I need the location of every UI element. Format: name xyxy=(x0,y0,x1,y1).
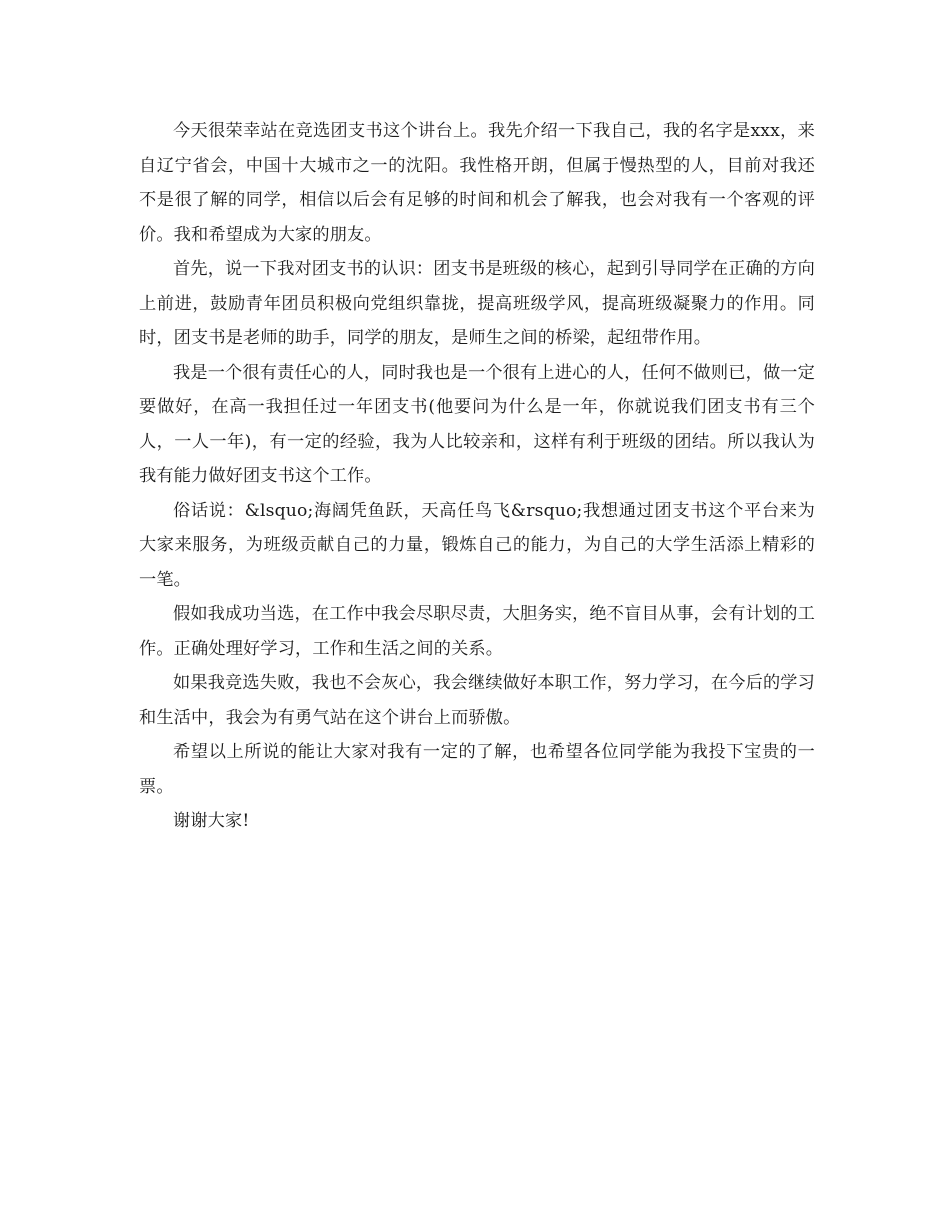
paragraph-motivation: 俗话说：&lsquo;海阔凭鱼跃，天高任鸟飞&rsquo;我想通过团支书这个平台来为大家来服务，为班级贡献自己的力量，锻炼自己的能力，为自己的大学生活添上精彩的一笔。 xyxy=(139,500,815,590)
paragraph-experience: 我是一个很有责任心的人，同时我也是一个很有上进心的人，任何不做则已，做一定要做好，在高一我担任过一年团支书(他要问为什么是一年，你就说我们团支书有三个人，一人一年)，有一定的经验，我为人比较亲和，这样有利于班级的团结。所以我认为我有能力做好团支书这个工作。 xyxy=(139,362,815,486)
paragraph-vote-request: 希望以上所说的能让大家对我有一定的了解，也希望各位同学能为我投下宝贵的一票。 xyxy=(139,742,815,797)
speech-body xyxy=(139,114,815,839)
paragraph-if-elected: 假如我成功当选，在工作中我会尽职尽责，大胆务实，绝不盲目从事，会有计划的工作。正确处理好学习，工作和生活之间的关系。 xyxy=(139,604,815,659)
paragraph-thanks: 谢谢大家! xyxy=(173,811,250,831)
paragraph-role-understanding: 首先，说一下我对团支书的认识：团支书是班级的核心，起到引导同学在正确的方向上前进，鼓励青年团员积极向党组织靠拢，提高班级学风，提高班级凝聚力的作用。同时，团支书是老师的助手，同学的朋友，是师生之间的桥梁，起纽带作用。 xyxy=(139,259,815,348)
paragraph-introduction: 今天很荣幸站在竞选团支书这个讲台上。我先介绍一下我自己，我的名字是xxx，来自辽宁省会，中国十大城市之一的沈阳。我性格开朗，但属于慢热型的人，目前对我还不是很了解的同学，相信以后会有足够的时间和机会了解我，也会对我有一个客观的评价。我和希望成为大家的朋友。 xyxy=(139,121,815,245)
paragraph-if-not-elected: 如果我竞选失败，我也不会灰心，我会继续做好本职工作，努力学习，在今后的学习和生活中，我会为有勇气站在这个讲台上而骄傲。 xyxy=(139,673,815,728)
